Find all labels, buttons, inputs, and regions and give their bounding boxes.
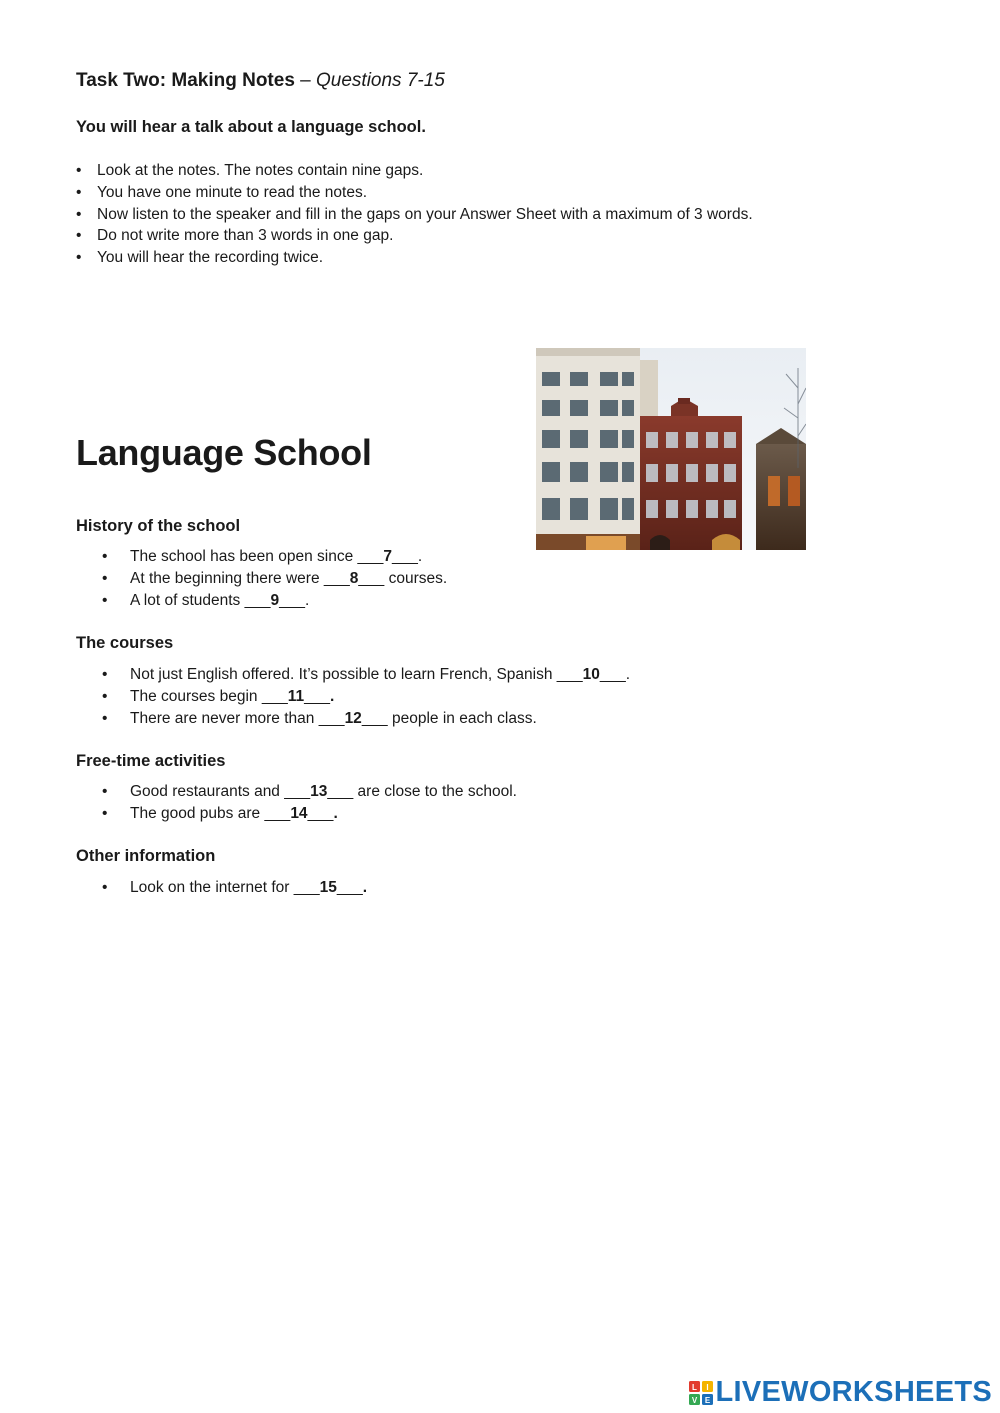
- logo-letter: E: [704, 1395, 710, 1405]
- instruction-item: • You will hear the recording twice.: [76, 247, 776, 269]
- bullet: •: [76, 205, 82, 223]
- bullet: •: [102, 783, 108, 800]
- note-item: • Not just English offered. It’s possible to learn French, Spanish ___10___.: [76, 664, 630, 686]
- bullet: •: [102, 710, 108, 727]
- gap-number: 15: [319, 879, 337, 896]
- bullet: •: [76, 249, 82, 267]
- bullet: •: [102, 570, 108, 587]
- courses-notes: [76, 664, 630, 730]
- gap-number: 13: [310, 783, 328, 800]
- instruction-item: • Look at the notes. The notes contain nine gaps.: [76, 160, 776, 182]
- other-notes: [76, 877, 367, 899]
- gap-number: 10: [582, 666, 600, 683]
- freetime-notes: [76, 781, 517, 825]
- section-heading-courses: The courses: [76, 634, 174, 652]
- note-item: • The good pubs are ___14___.: [76, 803, 517, 825]
- history-notes: [76, 546, 447, 612]
- note-item: • A lot of students ___9___.: [76, 590, 447, 612]
- bullet: •: [102, 688, 108, 705]
- logo-letter: I: [705, 1382, 709, 1392]
- note-item: • The school has been open since ___7___.: [76, 546, 447, 568]
- logo-letter: L: [691, 1382, 697, 1392]
- brand-name: LIVEWORKSHEETS: [715, 1376, 992, 1408]
- bullet: •: [102, 879, 108, 896]
- page-title: Language School: [76, 432, 372, 473]
- task-title: [76, 70, 445, 92]
- bullet: •: [102, 666, 108, 683]
- bullet: •: [76, 183, 82, 201]
- note-item: • Good restaurants and ___13___ are close to the school.: [76, 781, 517, 803]
- bullet: •: [102, 592, 108, 609]
- note-item: • The courses begin ___11___.: [76, 686, 630, 708]
- bullet: •: [76, 162, 82, 179]
- instruction-item: • Do not write more than 3 words in one gap.: [76, 225, 776, 247]
- bullet: •: [102, 548, 108, 565]
- task-questions: Questions 7-15: [316, 70, 445, 91]
- instruction-item: • You have one minute to read the notes.: [76, 182, 776, 204]
- logo-letter: V: [691, 1395, 697, 1405]
- section-heading-history: History of the school: [76, 517, 241, 535]
- school-building-photo: [536, 348, 806, 550]
- task-title-main: Task Two: Making Notes: [76, 70, 295, 91]
- liveworksheets-logo-icon: [689, 1381, 713, 1405]
- bullet: •: [76, 227, 82, 245]
- note-item: • There are never more than ___12___ people in each class.: [76, 708, 630, 730]
- task-title-dash: –: [294, 70, 317, 91]
- instructions-list: [76, 160, 776, 269]
- gap-number: 11: [287, 688, 305, 705]
- gap-number: 9: [270, 592, 280, 609]
- liveworksheets-brand[interactable]: [689, 1376, 993, 1409]
- section-heading-other: Other information: [76, 847, 216, 865]
- gap-number: 8: [349, 570, 359, 587]
- gap-number: 12: [344, 710, 362, 727]
- note-item: • Look on the internet for ___15___.: [76, 877, 367, 899]
- gap-number: 14: [290, 805, 308, 822]
- note-item: • At the beginning there were ___8___ courses.: [76, 568, 447, 590]
- instruction-item: • Now listen to the speaker and fill in the gaps on your Answer Sheet with a maximum of 3 words.: [76, 204, 776, 226]
- bullet: •: [102, 805, 108, 822]
- gap-number: 7: [383, 548, 392, 565]
- section-heading-freetime: Free-time activities: [76, 752, 226, 770]
- task-intro: You will hear a talk about a language school.: [76, 118, 426, 136]
